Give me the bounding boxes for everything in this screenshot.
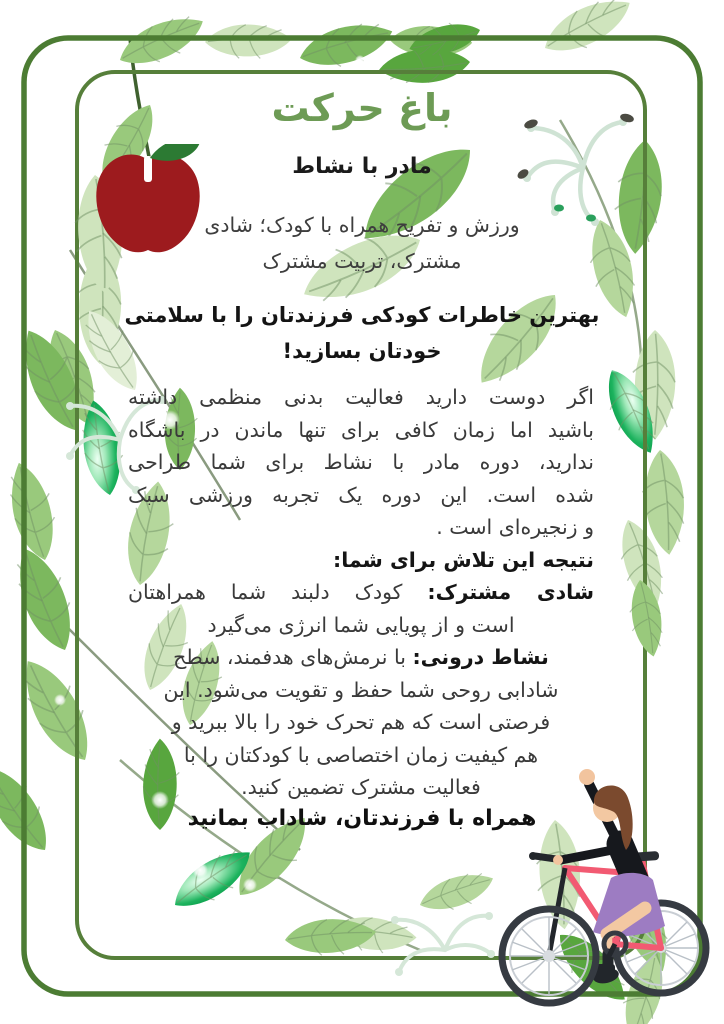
text-line: ندارید، دوره مادر با نشاط برای شما طراحی <box>128 450 594 474</box>
body-text <box>128 381 594 804</box>
text-line: فرصتی است که هم تحرک خود را بالا ببرید و <box>171 710 551 734</box>
page-subtitle: مادر با نشاط <box>292 154 432 179</box>
apple-leaf-icon <box>150 144 200 161</box>
page-title: باغ حرکت <box>271 86 453 130</box>
text-line: و زنجیره‌ای است . <box>436 515 594 539</box>
closing-text: همراه با فرزندتان، شاداب بمانید <box>187 806 537 831</box>
text-line: شادی مشترک: کودک دلبند شما همراهتان <box>128 580 594 604</box>
raised-fist <box>579 769 595 785</box>
text-line: شادابی روحی شما حفظ و تقویت می‌شود. این <box>163 677 559 702</box>
text-line: مشترک، تربیت مشترک <box>262 249 462 273</box>
text-line: نشاط درونی: با نرمش‌های هدفمند، سطح <box>173 645 549 669</box>
text-line: بهترین خاطرات کودکی فرزندتان را با سلامتی <box>124 303 600 327</box>
cyclist-illustration <box>495 756 724 1020</box>
text-line: اگر دوست دارید فعالیت بدنی منظمی داشته <box>128 385 594 409</box>
text-line: ورزش و تفریح همراه با کودک؛ شادی <box>204 213 520 237</box>
apple-icon <box>84 144 212 266</box>
text-line: خودتان بسازید! <box>282 339 442 363</box>
text-line: شده است. این دوره یک تجربه ورزشی سبک <box>128 482 594 507</box>
highlight-text <box>0 297 724 369</box>
text-line: است و از پویایی شما انرژی می‌گیرد <box>207 612 515 637</box>
front-wheel <box>502 909 596 1003</box>
text-line: هم کیفیت زمان اختصاصی با کودکتان را با <box>183 742 539 767</box>
text-line: باشید اما زمان کافی برای تنها ماندن در باشگاه <box>128 417 594 442</box>
handlebar-and-fork <box>529 852 565 956</box>
text-line: فعالیت مشترک تضمین کنید. <box>241 775 481 799</box>
text-line: نتیجه این تلاش برای شما: <box>333 547 594 572</box>
